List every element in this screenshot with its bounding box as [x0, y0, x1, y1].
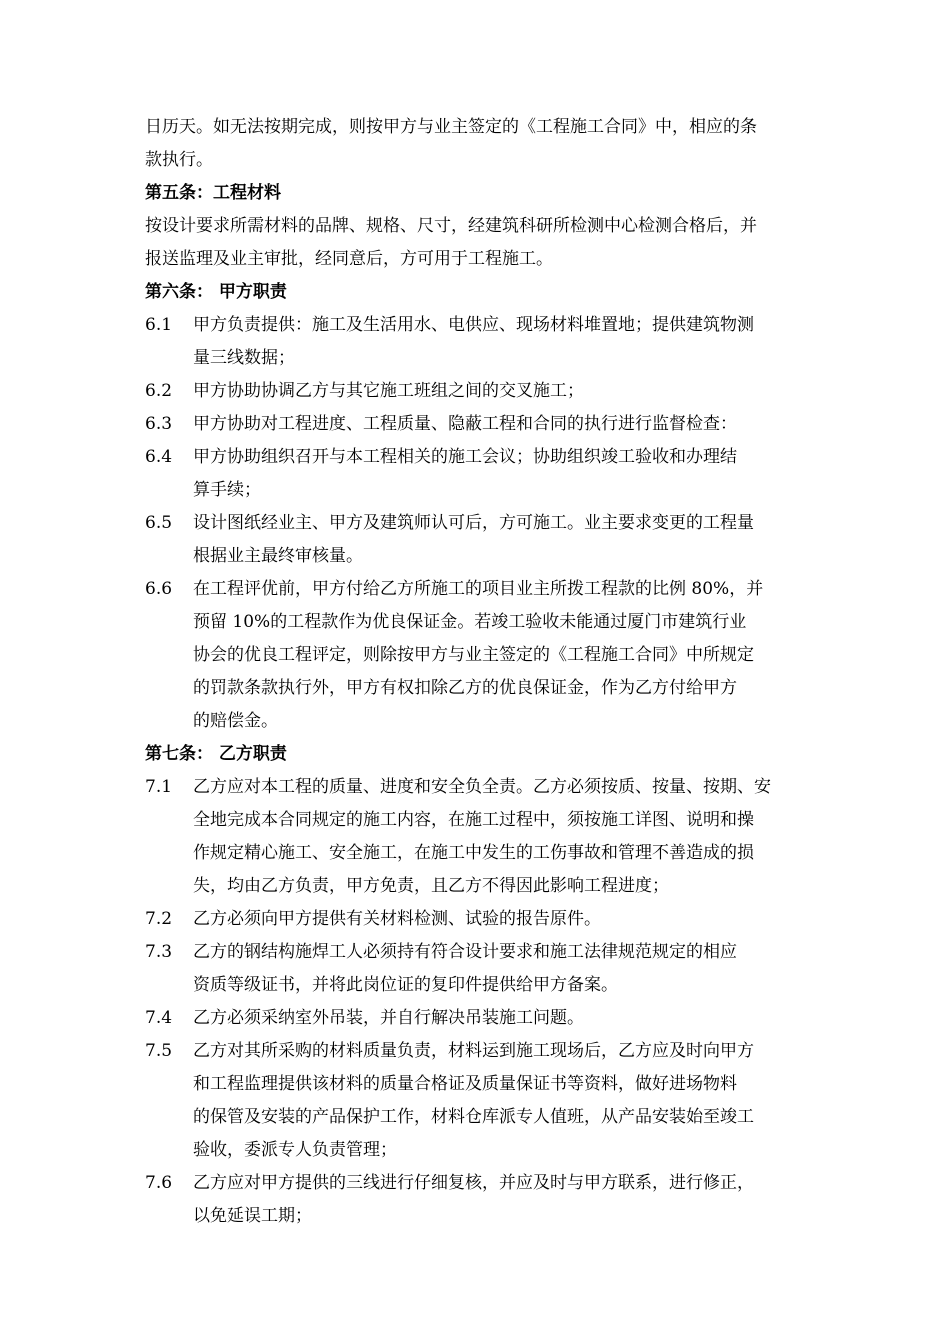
clause-number: 6.4: [145, 447, 173, 467]
article-7: [145, 738, 815, 1233]
text-line: 根据业主最终审核量。: [193, 546, 363, 566]
text-line: 日历天。如无法按期完成，则按甲方与业主签定的《工程施工合同》中，相应的条: [145, 117, 757, 137]
clause-6-4: [145, 441, 815, 507]
text-line: 量三线数据；: [193, 348, 295, 368]
text-line: 作规定精心施工、安全施工，在施工中发生的工伤事故和管理不善造成的损: [193, 843, 754, 863]
text-line: 全地完成本合同规定的施工内容，在施工过程中，须按施工详图、说明和操: [193, 810, 754, 830]
clause-6-3: [145, 408, 815, 441]
clause-6-5: [145, 507, 815, 573]
clause-number: 6.5: [145, 513, 173, 533]
text-line: 的赔偿金。: [193, 711, 278, 731]
text-line: 验收，委派专人负责管理；: [193, 1140, 397, 1160]
clause-number: 7.6: [145, 1173, 173, 1193]
text-line: 乙方必须采纳室外吊装，并自行解决吊装施工问题。: [193, 1008, 584, 1028]
clause-number: 7.5: [145, 1041, 173, 1061]
text-line: 以免延误工期；: [193, 1206, 312, 1226]
text-line: 乙方对其所采购的材料质量负责，材料运到施工现场后，乙方应及时向甲方: [193, 1041, 754, 1061]
article-5-heading: 第五条：工程材料: [145, 183, 281, 203]
text-line: 乙方应对甲方提供的三线进行仔细复核，并应及时与甲方联系，进行修正，: [193, 1173, 754, 1193]
text-line: 设计图纸经业主、甲方及建筑师认可后，方可施工。业主要求变更的工程量: [193, 513, 754, 533]
article-6-heading: 第六条： 甲方职责: [145, 282, 287, 302]
text-line: 报送监理及业主审批，经同意后，方可用于工程施工。: [145, 249, 553, 269]
clause-6-1: [145, 309, 815, 375]
clause-7-4: [145, 1002, 815, 1035]
article-6: [145, 276, 815, 738]
text-line: 资质等级证书，并将此岗位证的复印件提供给甲方备案。: [193, 975, 618, 995]
clause-7-1: [145, 771, 815, 903]
text-line: 的罚款条款执行外，甲方有权扣除乙方的优良保证金，作为乙方付给甲方: [193, 678, 737, 698]
clause-6-6: [145, 573, 815, 738]
article-7-heading: 第七条： 乙方职责: [145, 744, 287, 764]
text-line: 失，均由乙方负责，甲方免责，且乙方不得因此影响工程进度；: [193, 876, 669, 896]
text-line: 款执行。: [145, 150, 213, 170]
clause-7-3: [145, 936, 815, 1002]
article-5: [145, 177, 815, 276]
text-line: 预留 10%的工程款作为优良保证金。若竣工验收未能通过厦门市建筑行业: [193, 612, 747, 632]
clause-number: 7.1: [145, 777, 173, 797]
clause-number: 7.2: [145, 909, 173, 929]
clause-number: 6.1: [145, 315, 173, 335]
clause-7-5: [145, 1035, 815, 1167]
text-line: 按设计要求所需材料的品牌、规格、尺寸，经建筑科研所检测中心检测合格后，并: [145, 216, 757, 236]
text-line: 乙方的钢结构施焊工人必须持有符合设计要求和施工法律规范规定的相应: [193, 942, 737, 962]
text-line: 甲方负责提供：施工及生活用水、电供应、现场材料堆置地；提供建筑物测: [193, 315, 754, 335]
text-line: 协会的优良工程评定，则除按甲方与业主签定的《工程施工合同》中所规定: [193, 645, 754, 665]
text-line: 的保管及安装的产品保护工作，材料仓库派专人值班，从产品安装始至竣工: [193, 1107, 754, 1127]
clause-number: 6.3: [145, 414, 173, 434]
clause-7-2: [145, 903, 815, 936]
text-line: 甲方协助协调乙方与其它施工班组之间的交叉施工；: [193, 381, 584, 401]
text-line: 算手续；: [193, 480, 261, 500]
continuation-paragraph: [145, 111, 815, 177]
text-line: 乙方应对本工程的质量、进度和安全负全责。乙方必须按质、按量、按期、安: [193, 777, 771, 797]
clause-number: 7.3: [145, 942, 173, 962]
clause-number: 6.2: [145, 381, 173, 401]
text-line: 甲方协助对工程进度、工程质量、隐蔽工程和合同的执行进行监督检查：: [193, 414, 737, 434]
text-line: 和工程监理提供该材料的质量合格证及质量保证书等资料，做好进场物料: [193, 1074, 737, 1094]
clause-number: 6.6: [145, 579, 173, 599]
text-line: 甲方协助组织召开与本工程相关的施工会议；协助组织竣工验收和办理结: [193, 447, 737, 467]
text-line: 在工程评优前，甲方付给乙方所施工的项目业主所拨工程款的比例 80%，并: [193, 579, 764, 599]
text-line: 乙方必须向甲方提供有关材料检测、试验的报告原件。: [193, 909, 601, 929]
clause-6-2: [145, 375, 815, 408]
clause-number: 7.4: [145, 1008, 173, 1028]
clause-7-6: [145, 1167, 815, 1233]
